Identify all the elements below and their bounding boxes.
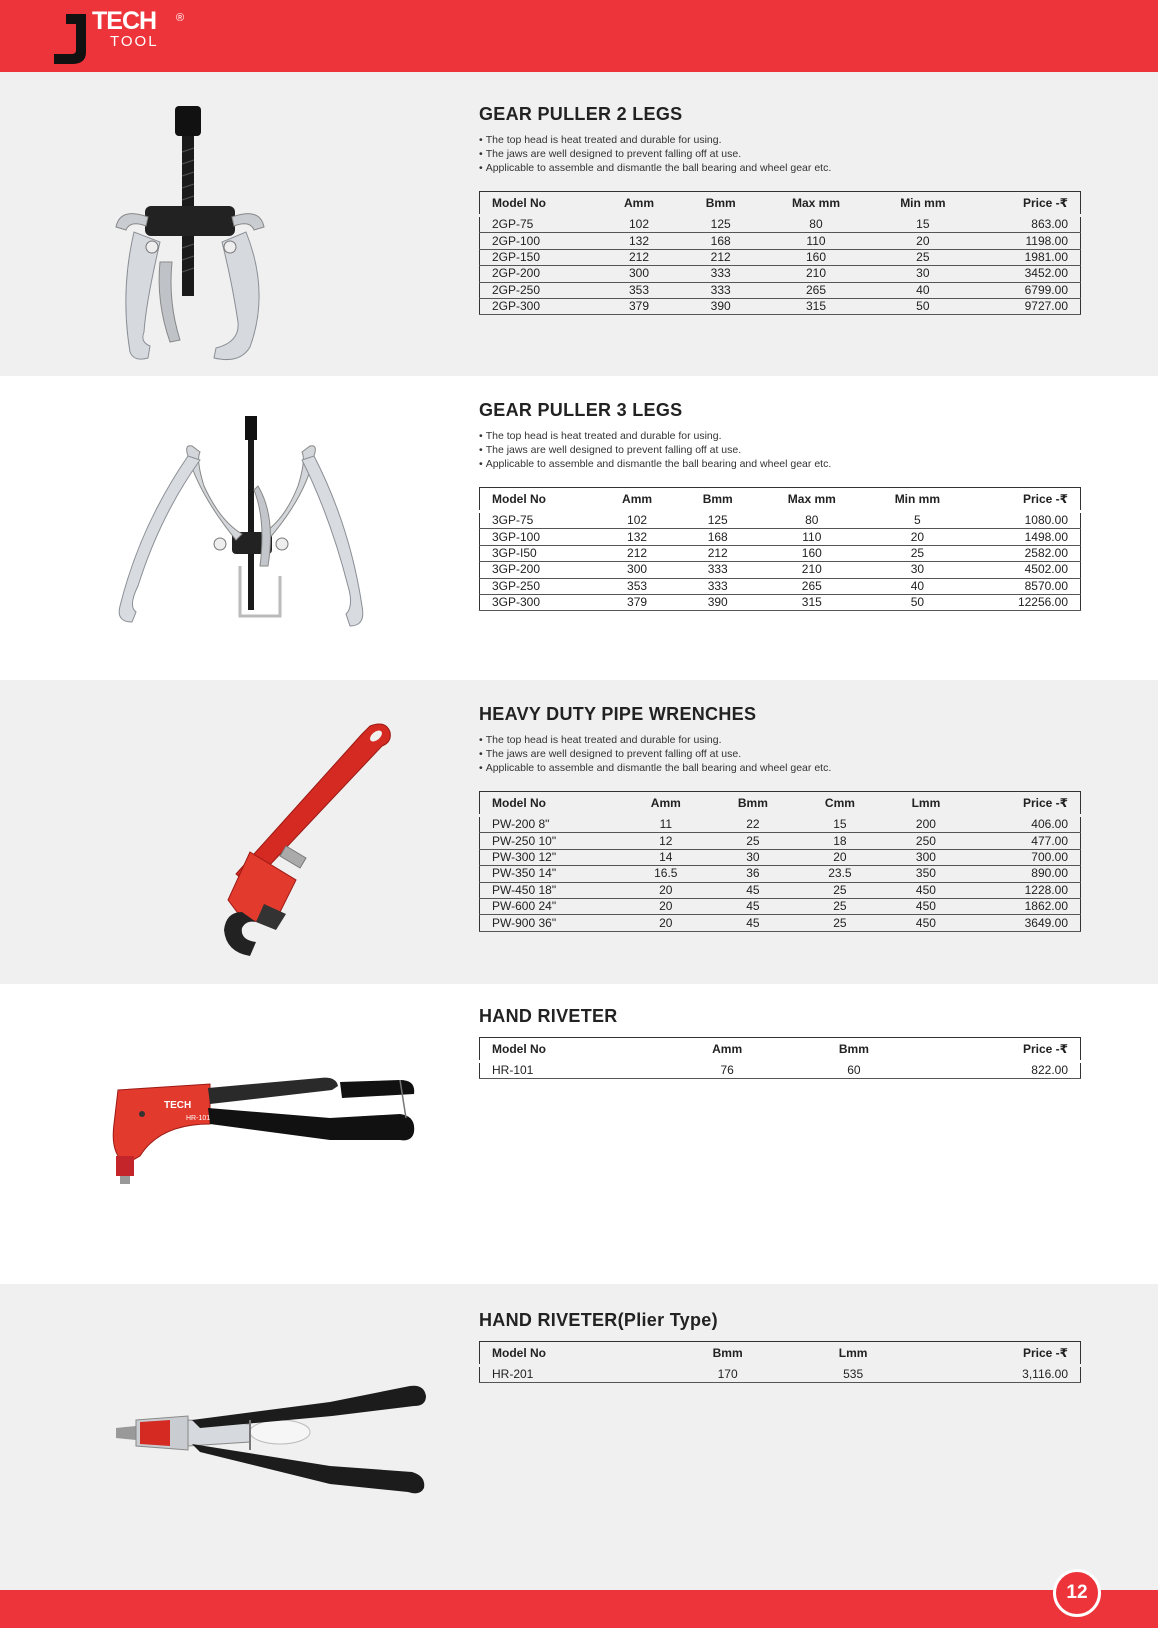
column-header: Bmm [709, 792, 796, 814]
feature-item: • Applicable to assemble and dismantle the ball bearing and wheel gear etc. [479, 161, 1081, 175]
gear-puller-3-legs-image [100, 416, 440, 638]
product-title: GEAR PULLER 3 LEGS [479, 400, 683, 420]
product-title: GEAR PULLER 2 LEGS [479, 104, 683, 124]
table-cell: 212 [598, 249, 680, 265]
table-cell: 3GP-250 [480, 578, 597, 594]
table-cell: PW-250 10" [480, 833, 623, 849]
table-cell: 102 [597, 513, 678, 529]
table-cell: PW-200 8" [480, 817, 623, 833]
table-cell: 315 [758, 594, 866, 610]
table-cell: 3GP-200 [480, 562, 597, 578]
table-cell: 50 [866, 594, 970, 610]
table-cell: 2GP-250 [480, 282, 599, 298]
column-header: Lmm [883, 792, 968, 814]
table-cell: 20 [796, 849, 883, 865]
feature-item: • The jaws are well designed to prevent falling off at use. [479, 747, 1081, 761]
table-cell: 8570.00 [969, 578, 1080, 594]
table-cell: 1498.00 [969, 529, 1080, 545]
table-cell: 9727.00 [975, 298, 1080, 314]
table-cell: 30 [866, 562, 970, 578]
table-row [480, 915, 1081, 931]
table-cell: 25 [870, 249, 975, 265]
table-cell: 3GP-I50 [480, 545, 597, 561]
table-cell: 20 [622, 882, 709, 898]
table-cell: PW-300 12" [480, 849, 623, 865]
table-row [480, 545, 1081, 561]
column-header: Price -₹ [915, 1342, 1080, 1364]
column-header: Amm [597, 488, 678, 510]
table-cell: 200 [883, 817, 968, 833]
table-cell: 390 [677, 594, 758, 610]
table-cell: 333 [680, 266, 762, 282]
spec-table [479, 791, 1081, 932]
table-cell: 406.00 [968, 817, 1080, 833]
column-header: Model No [480, 1342, 665, 1364]
table-cell: 110 [762, 233, 871, 249]
table-cell: 125 [680, 217, 762, 233]
table-cell: 863.00 [975, 217, 1080, 233]
table-cell: 11 [622, 817, 709, 833]
table-cell: PW-350 14" [480, 866, 623, 882]
column-header: Model No [480, 792, 623, 814]
page-footer [0, 1590, 1158, 1628]
feature-item: • Applicable to assemble and dismantle the ball bearing and wheel gear etc. [479, 457, 1081, 471]
table-cell: 265 [762, 282, 871, 298]
product-info [479, 1006, 1081, 1079]
table-cell: HR-101 [480, 1063, 664, 1079]
pipe-wrench-image [100, 716, 440, 964]
column-header: Price -₹ [969, 488, 1080, 510]
table-cell: 30 [870, 266, 975, 282]
table-cell: 132 [597, 529, 678, 545]
logo-j-mark-icon [52, 12, 92, 64]
table-cell: 265 [758, 578, 866, 594]
table-cell: 110 [758, 529, 866, 545]
feature-list [479, 133, 1081, 175]
table-cell: 353 [597, 578, 678, 594]
table-cell: 2GP-75 [480, 217, 599, 233]
table-cell: 315 [762, 298, 871, 314]
page-header [0, 0, 1158, 72]
table-cell: 450 [883, 915, 968, 931]
column-header: Bmm [677, 488, 758, 510]
column-header: Bmm [791, 1038, 918, 1060]
table-cell: 250 [883, 833, 968, 849]
column-header: Max mm [758, 488, 866, 510]
table-cell: 3452.00 [975, 266, 1080, 282]
table-cell: 333 [680, 282, 762, 298]
product-info [479, 400, 1081, 611]
table-cell: 102 [598, 217, 680, 233]
spec-table [479, 487, 1081, 611]
column-header: Lmm [791, 1342, 915, 1364]
product-info [479, 104, 1081, 315]
table-cell: 535 [791, 1367, 915, 1383]
table-cell: 12 [622, 833, 709, 849]
product-section-hand-riveter-plier [0, 1284, 1158, 1590]
table-cell: 168 [680, 233, 762, 249]
table-cell: 3GP-75 [480, 513, 597, 529]
table-cell: 212 [677, 545, 758, 561]
table-cell: 2GP-300 [480, 298, 599, 314]
image-model-marking: HR-101 [186, 1115, 211, 1122]
table-row [480, 1063, 1081, 1079]
table-cell: 477.00 [968, 833, 1080, 849]
table-cell: 25 [796, 898, 883, 914]
column-header: Min mm [866, 488, 970, 510]
column-header: Price -₹ [917, 1038, 1080, 1060]
table-cell: HR-201 [480, 1367, 665, 1383]
table-cell: 16.5 [622, 866, 709, 882]
table-cell: 132 [598, 233, 680, 249]
table-cell: 20 [622, 915, 709, 931]
table-cell: 15 [796, 817, 883, 833]
table-cell: 379 [598, 298, 680, 314]
column-header: Amm [622, 792, 709, 814]
column-header: Bmm [680, 192, 762, 214]
table-cell: 350 [883, 866, 968, 882]
table-cell: 30 [709, 849, 796, 865]
column-header: Amm [664, 1038, 791, 1060]
table-cell: 45 [709, 882, 796, 898]
table-row [480, 849, 1081, 865]
table-cell: 5 [866, 513, 970, 529]
table-cell: 40 [870, 282, 975, 298]
table-cell: 2582.00 [969, 545, 1080, 561]
table-cell: 2GP-150 [480, 249, 599, 265]
column-header: Price -₹ [975, 192, 1080, 214]
table-row [480, 513, 1081, 529]
spec-table [479, 1037, 1081, 1079]
product-title: HEAVY DUTY PIPE WRENCHES [479, 704, 757, 724]
table-row [480, 529, 1081, 545]
table-row [480, 233, 1081, 249]
feature-list [479, 733, 1081, 775]
table-cell: 210 [762, 266, 871, 282]
table-row [480, 266, 1081, 282]
table-cell: 80 [762, 217, 871, 233]
table-cell: 450 [883, 898, 968, 914]
table-cell: 2GP-200 [480, 266, 599, 282]
table-cell: 25 [709, 833, 796, 849]
table-cell: 25 [796, 915, 883, 931]
table-cell: 822.00 [917, 1063, 1080, 1079]
product-section-pipe-wrenches [0, 680, 1158, 984]
table-cell: PW-450 18" [480, 882, 623, 898]
feature-item: • The top head is heat treated and durable for using. [479, 133, 1081, 147]
table-cell: 45 [709, 898, 796, 914]
table-cell: 1080.00 [969, 513, 1080, 529]
brand-name-bottom: TOOL [110, 33, 159, 50]
table-cell: 160 [762, 249, 871, 265]
table-cell: 300 [597, 562, 678, 578]
table-row [480, 282, 1081, 298]
table-row [480, 298, 1081, 314]
product-section-hand-riveter [0, 984, 1158, 1284]
column-header: Cmm [796, 792, 883, 814]
table-cell: 300 [598, 266, 680, 282]
table-cell: 80 [758, 513, 866, 529]
brand-logo [52, 6, 202, 64]
column-header: Min mm [870, 192, 975, 214]
image-brand-marking: TECH [164, 1100, 192, 1111]
table-cell: 333 [677, 562, 758, 578]
feature-item: • The jaws are well designed to prevent falling off at use. [479, 147, 1081, 161]
table-cell: 76 [664, 1063, 791, 1079]
table-cell: 210 [758, 562, 866, 578]
table-cell: 168 [677, 529, 758, 545]
table-cell: 36 [709, 866, 796, 882]
product-title: HAND RIVETER [479, 1006, 618, 1026]
table-cell: 3649.00 [968, 915, 1080, 931]
table-row [480, 1367, 1081, 1383]
column-header: Model No [480, 192, 599, 214]
table-row [480, 594, 1081, 610]
table-cell: 22 [709, 817, 796, 833]
table-cell: 20 [870, 233, 975, 249]
table-cell: 4502.00 [969, 562, 1080, 578]
table-cell: 3GP-100 [480, 529, 597, 545]
table-cell: 890.00 [968, 866, 1080, 882]
table-row [480, 898, 1081, 914]
table-cell: 3GP-300 [480, 594, 597, 610]
page-number-badge: 12 [1053, 1569, 1101, 1617]
hand-riveter-image [100, 1064, 440, 1196]
table-cell: 160 [758, 545, 866, 561]
feature-list [479, 429, 1081, 471]
table-cell: 1228.00 [968, 882, 1080, 898]
table-cell: 60 [791, 1063, 918, 1079]
table-row [480, 217, 1081, 233]
table-cell: 40 [866, 578, 970, 594]
hand-riveter-plier-image [100, 1380, 440, 1500]
table-cell: 14 [622, 849, 709, 865]
product-section-gear-puller-2-legs [0, 72, 1158, 376]
table-cell: 390 [680, 298, 762, 314]
table-cell: 6799.00 [975, 282, 1080, 298]
table-cell: 20 [866, 529, 970, 545]
table-cell: 700.00 [968, 849, 1080, 865]
product-info [479, 704, 1081, 932]
table-row [480, 866, 1081, 882]
table-cell: 212 [597, 545, 678, 561]
table-cell: 379 [597, 594, 678, 610]
column-header: Model No [480, 1038, 664, 1060]
table-cell: 25 [796, 882, 883, 898]
feature-item: • The jaws are well designed to prevent falling off at use. [479, 443, 1081, 457]
table-cell: PW-900 36" [480, 915, 623, 931]
table-cell: 300 [883, 849, 968, 865]
table-cell: 20 [622, 898, 709, 914]
table-row [480, 833, 1081, 849]
table-cell: 3,116.00 [915, 1367, 1080, 1383]
column-header: Model No [480, 488, 597, 510]
spec-table [479, 191, 1081, 315]
table-cell: 15 [870, 217, 975, 233]
table-row [480, 249, 1081, 265]
product-title: HAND RIVETER(Plier Type) [479, 1310, 718, 1330]
table-cell: 333 [677, 578, 758, 594]
table-cell: 1862.00 [968, 898, 1080, 914]
table-cell: 353 [598, 282, 680, 298]
table-row [480, 562, 1081, 578]
table-cell: 1198.00 [975, 233, 1080, 249]
table-cell: 125 [677, 513, 758, 529]
table-cell: 170 [664, 1367, 791, 1383]
table-row [480, 817, 1081, 833]
gear-puller-2-legs-image [100, 102, 440, 364]
spec-table [479, 1341, 1081, 1383]
table-cell: 25 [866, 545, 970, 561]
registered-mark: ® [176, 12, 185, 24]
table-row [480, 578, 1081, 594]
brand-name-top: TECH [92, 7, 157, 35]
column-header: Amm [598, 192, 680, 214]
product-info [479, 1310, 1081, 1383]
table-cell: 18 [796, 833, 883, 849]
table-cell: 450 [883, 882, 968, 898]
feature-item: • The top head is heat treated and durable for using. [479, 429, 1081, 443]
column-header: Bmm [664, 1342, 791, 1364]
column-header: Max mm [762, 192, 871, 214]
feature-item: • The top head is heat treated and durable for using. [479, 733, 1081, 747]
table-cell: 45 [709, 915, 796, 931]
table-cell: 12256.00 [969, 594, 1080, 610]
table-row [480, 882, 1081, 898]
table-cell: 23.5 [796, 866, 883, 882]
table-cell: 2GP-100 [480, 233, 599, 249]
table-cell: PW-600 24" [480, 898, 623, 914]
column-header: Price -₹ [968, 792, 1080, 814]
feature-item: • Applicable to assemble and dismantle the ball bearing and wheel gear etc. [479, 761, 1081, 775]
product-section-gear-puller-3-legs [0, 376, 1158, 680]
table-cell: 50 [870, 298, 975, 314]
table-cell: 1981.00 [975, 249, 1080, 265]
table-cell: 212 [680, 249, 762, 265]
